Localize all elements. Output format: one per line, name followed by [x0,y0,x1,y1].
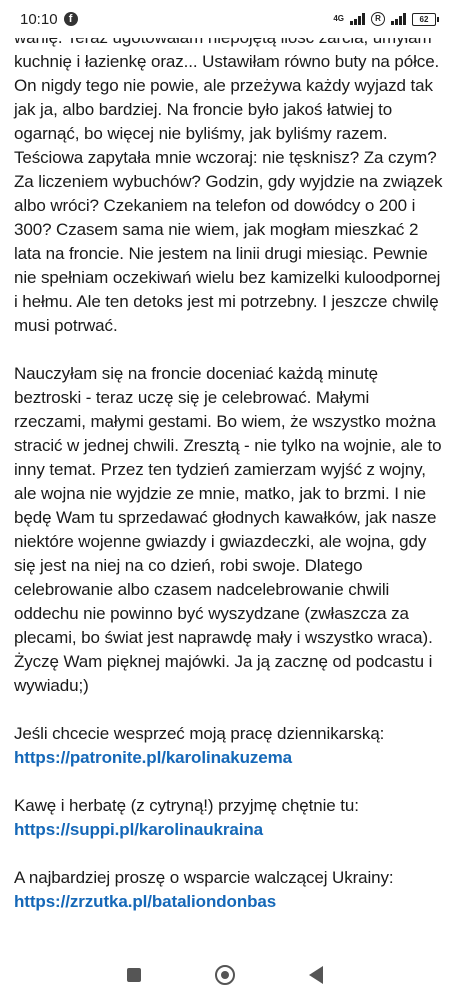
support-coffee [14,794,444,842]
registered-icon: R [371,12,385,26]
support-ukraine [14,866,444,914]
post-paragraph-2: Nauczyłam się na froncie doceniać każdą minutę beztroski - teraz uczę się je celebrować. Małymi rzeczami, małymi gestami. Bo wiem, że wszystko można stracić w jednej chwili. Zresztą - nie tylko na wojnie, ale to inny temat. Przez ten tydzień zamierzam wyjść z wojny, ale wojna nie wyjdzie ze mnie, matko, jak to brzmi. I nie będę Wam tu sprzedawać głodnych kawałków, jak nasze niektóre wojenne gwiazdy i gwiazdeczki, ale wojna, gdy się jest na niej na co dzień, robi swoje. Dlatego celebrowanie albo czasem nadcelebrowanie chwili oddechu nie powinno być wyszydzane (zwłaszcza za plecami, bo świat jest naprawdę mały i wszystko wraca). Życzę Wam pięknej majówki. Ja ją zacznę od podcastu i wywiadu;) [14,364,442,695]
status-right [333,12,436,26]
support-journalism-text: Jeśli chcecie wesprzeć moją pracę dziennikarską: [14,724,385,743]
system-navigation-bar [0,950,450,1000]
signal-strength-icon [350,13,365,25]
post-paragraph-1: kuchnię i łazienkę oraz... Ustawiłam równo buty na półce. On nigdy tego nie powie, ale przeżywa każdy wyjazd tak jak ja, albo bardziej. Na froncie było jakoś łatwiej to ogarnąć, bo więcej nie byliśmy, jak byliśmy razem. Teściowa zapytała mnie wczoraj: nie tęsknisz? Za czym? Za liczeniem wybuchów? Godzin, gdy wyjdzie na związek albo wróci? Czekaniem na telefon od dowódcy o 200 i 300? Czasem sama nie wiem, jak mogłam mieszkać 2 lata na froncie. Nie jestem na linii drugi miesiąc. Pewnie nie spełniam oczekiwań wielu bez kamizelki kuloodpornej i hełmu. Ale ten detoks jest mi potrzebny. I jeszcze chwilę musi potrwać. [14,52,443,335]
support-journalism [14,722,444,770]
facebook-notification-icon: f [64,12,78,26]
battery-icon: 62 [412,13,436,26]
patronite-link[interactable]: https://patronite.pl/karolinakuzema [14,748,292,767]
recent-apps-button[interactable] [127,968,141,982]
network-type-label: 4G [333,14,344,23]
zrzutka-link[interactable]: https://zrzutka.pl/bataliondonbas [14,892,277,911]
status-time: 10:10 [20,10,58,28]
signal-strength-icon-2 [391,13,406,25]
back-button[interactable] [309,966,323,984]
status-bar [0,0,450,38]
suppi-link[interactable]: https://suppi.pl/karolinaukraina [14,820,264,839]
status-left [20,11,78,28]
support-ukraine-text: A najbardziej proszę o wsparcie walczącej Ukrainy: [14,868,394,887]
post-content [14,26,444,938]
home-button[interactable] [215,965,235,985]
support-coffee-text: Kawę i herbatę (z cytryną!) przyjmę chętnie tu: [14,796,359,815]
